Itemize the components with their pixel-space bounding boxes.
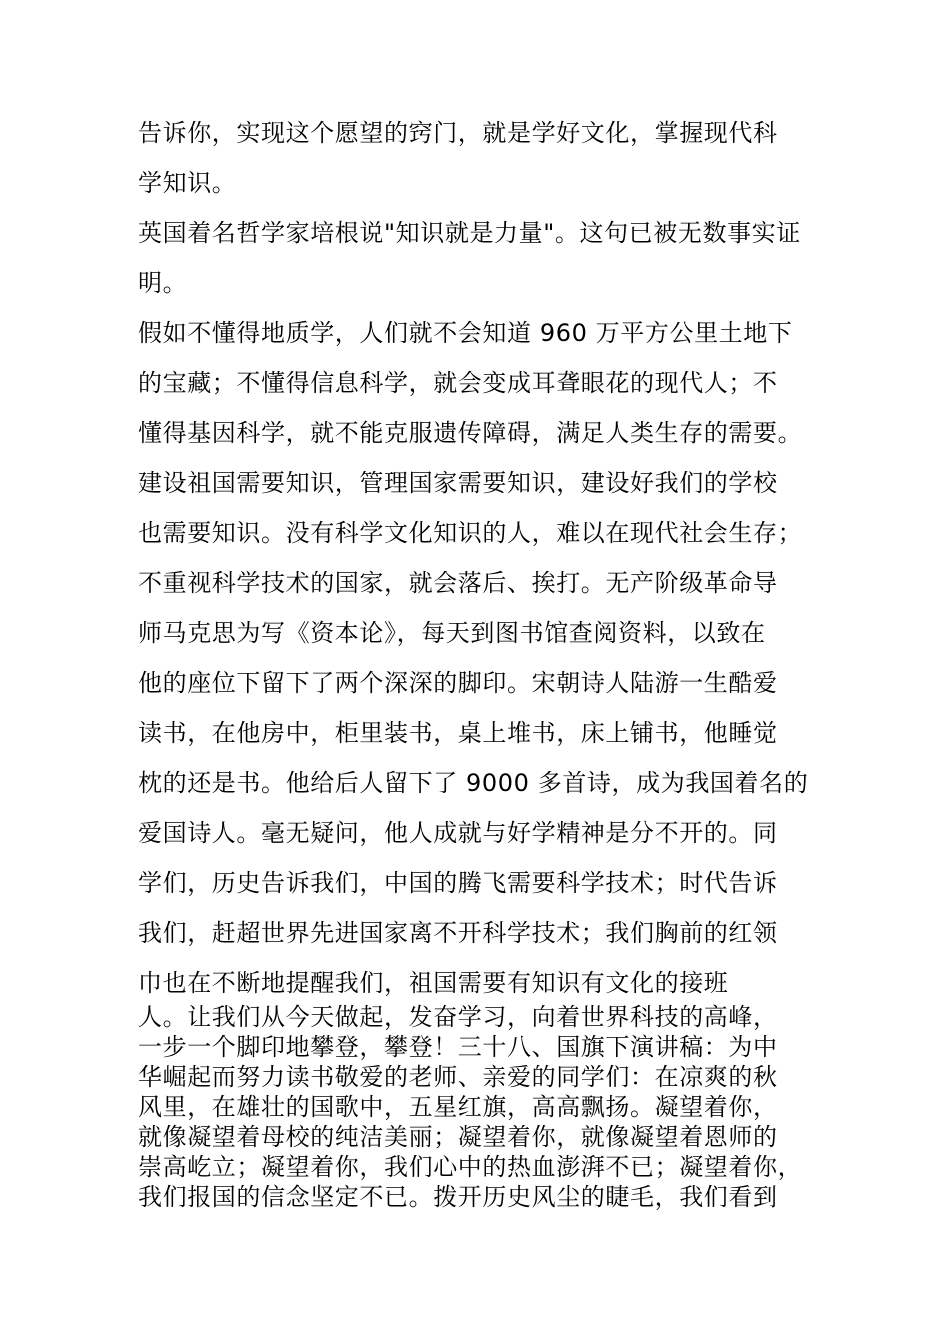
text-line: 告诉你，实现这个愿望的窍门，就是学好文化，掌握现代科: [138, 119, 778, 147]
text-line: 懂得基因科学，就不能克服遗传障碍，满足人类生存的需要。: [138, 419, 803, 447]
text-line: 也需要知识。没有科学文化知识的人，难以在现代社会生存；: [138, 519, 803, 547]
text-line: 他的座位下留下了两个深深的脚印。宋朝诗人陆游一生酷爱: [138, 669, 778, 697]
text-line: 人。让我们从今天做起，发奋学习，向着世界科技的高峰，: [138, 1003, 778, 1031]
text-line: 不重视科学技术的国家，就会落后、挨打。无产阶级革命导: [138, 569, 778, 597]
text-line: 巾也在不断地提醒我们，祖国需要有知识有文化的接班: [138, 969, 729, 997]
text-line: 师马克思为写《资本论》，每天到图书馆查阅资料，以致在: [138, 619, 766, 647]
text-line: 崇高屹立；凝望着你，我们心中的热血澎湃不已；凝望着你，: [138, 1153, 803, 1181]
text-line: 枕的还是书。他给后人留下了 9000 多首诗，成为我国着名的: [138, 769, 809, 797]
text-line: 明。: [138, 269, 188, 297]
text-line: 的宝藏；不懂得信息科学，就会变成耳聋眼花的现代人；不: [138, 369, 778, 397]
body-text-tight: [138, 1002, 838, 1212]
text-line: 我们，赶超世界先进国家离不开科学技术；我们胸前的红领: [138, 919, 778, 947]
text-line: 学们，历史告诉我们，中国的腾飞需要科学技术；时代告诉: [138, 869, 778, 897]
text-line: 一步一个脚印地攀登，攀登！三十八、国旗下演讲稿：为中: [138, 1033, 778, 1061]
text-line: 建设祖国需要知识，管理国家需要知识，建设好我们的学校: [138, 469, 778, 497]
text-line: 爱国诗人。毫无疑问，他人成就与好学精神是分不开的。同: [138, 819, 778, 847]
text-line: 假如不懂得地质学，人们就不会知道 960 万平方公里土地下: [138, 319, 793, 347]
text-line: 风里，在雄壮的国歌中，五星红旗，高高飘扬。凝望着你，: [138, 1093, 778, 1121]
text-line: 就像凝望着母校的纯洁美丽；凝望着你，就像凝望着恩师的: [138, 1123, 778, 1151]
text-line: 学知识。: [138, 169, 237, 197]
text-line: 我们报国的信念坚定不已。拨开历史风尘的睫毛，我们看到: [138, 1183, 778, 1211]
text-line: 英国着名哲学家培根说"知识就是力量"。这句已被无数事实证: [138, 219, 801, 247]
text-line: 华崛起而努力读书敬爱的老师、亲爱的同学们：在凉爽的秋: [138, 1063, 778, 1091]
text-line: 读书，在他房中，柜里装书，桌上堆书，床上铺书，他睡觉: [138, 719, 778, 747]
body-text-loose: [138, 108, 838, 1008]
